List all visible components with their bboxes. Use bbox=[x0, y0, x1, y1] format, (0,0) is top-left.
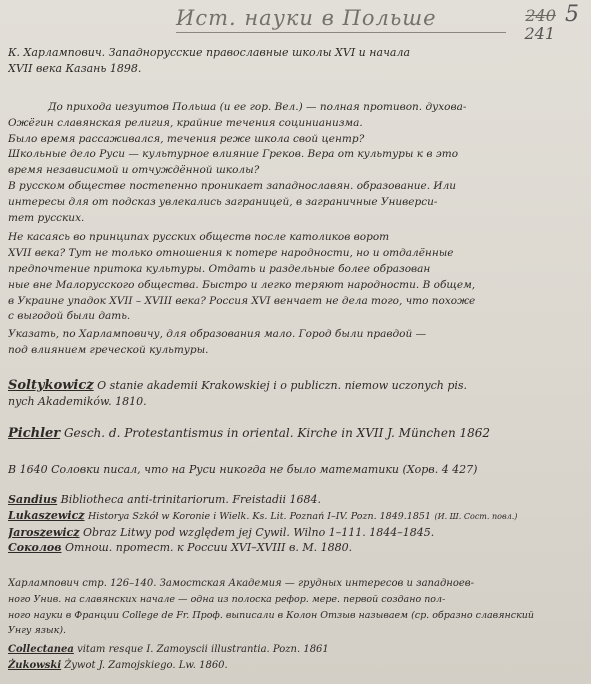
source-line-2: XVII века Казань 1898. bbox=[8, 61, 142, 75]
reference-title: Gesch. d. Protestantismus in oriental. Kirche in XVII J. München 1862 bbox=[63, 426, 491, 440]
source-entry bbox=[8, 508, 584, 525]
reference-author: Pichler bbox=[8, 426, 61, 441]
source-aside: (И. Ш. Сост. повл.) bbox=[434, 511, 518, 521]
sources-list bbox=[8, 492, 584, 556]
note-line: В русском обществе постепенно проникает западнославян. образование. Или bbox=[8, 179, 457, 192]
note-line: ные вне Малорусского общества. Быстро и легко теряют народности. В общем, bbox=[8, 278, 476, 291]
reference-author: Soltykowicz bbox=[8, 378, 94, 393]
note-line: Не касаясь во принципах русских обществ после католиков ворот bbox=[8, 231, 390, 244]
source-entry bbox=[8, 492, 584, 508]
final-ref-author: Collectanea bbox=[8, 644, 74, 655]
source-title: Historya Szkół w Koronie i Wielk. Ks. Lit. Poznań I–IV. Pozn. 1849.1851 bbox=[88, 510, 431, 522]
note-line: предпочтение притока культуры. Отдать и раздельные более образован bbox=[8, 262, 431, 275]
note-line: Указать, по Харламповичу, для образования мало. Город были правдой — bbox=[8, 328, 427, 341]
note-1640-text: В 1640 Соловки писал, что на Руси никогда не было математики (Хорв. 4 427) bbox=[8, 463, 478, 476]
bottom-note-line: ного Унив. на славянских начале — одна из полоска рефор. мере. первой создано пол- bbox=[8, 593, 446, 605]
call-number-main: 5 bbox=[565, 2, 579, 27]
final-ref-title: Żywot J. Zamojskiego. Lw. 1860. bbox=[64, 659, 228, 671]
final-ref-title: vitam resque I. Zamoyscii illustrantia. Pozn. 1861 bbox=[77, 644, 329, 655]
reference-pichler bbox=[8, 426, 584, 442]
source-line-1: К. Харлампович. Западнорусские православные школы XVI и начала bbox=[8, 46, 411, 59]
reference-soltykowicz bbox=[8, 378, 584, 410]
source-author: Соколов bbox=[8, 541, 62, 555]
source-entry bbox=[8, 525, 584, 541]
final-references bbox=[8, 642, 584, 674]
call-number-crossed: 240 bbox=[525, 6, 556, 25]
note-line: в Украине упадок XVII – XVIII века? Россия XVI венчает не дела того, что похоже bbox=[8, 294, 476, 307]
final-ref-entry bbox=[8, 658, 584, 674]
reference-line bbox=[8, 426, 584, 442]
note-line: Школьные дело Руси — культурное влияние Греков. Вера от культуры к в это bbox=[8, 148, 459, 161]
source-author: Jaroszewicz bbox=[8, 525, 80, 539]
header-title-text: Ист. науки в Польше bbox=[176, 6, 437, 30]
reference-line bbox=[8, 378, 584, 394]
reference-title: O stanie akademii Krakowskiej i o publiczn. niemow uczonych pis. bbox=[97, 379, 468, 392]
note-line: под влиянием греческой культуры. bbox=[8, 343, 209, 356]
reference-continuation: nych Akademików. 1810. bbox=[8, 394, 147, 408]
header-rule bbox=[176, 32, 506, 33]
note-1640 bbox=[8, 462, 584, 478]
bottom-note-line: ного науки в Франции College de Fr. Проф. выписали в Колон Отзыв называем (ср. образно славянский bbox=[8, 609, 534, 621]
source-author: Sandius bbox=[8, 493, 58, 506]
bottom-notes bbox=[8, 576, 584, 639]
source-title: Bibliotheca anti-trinitariorum. Freistadii 1684. bbox=[60, 493, 322, 506]
source-title: Отнош. протест. к России XVI–XVIII в. М. 1880. bbox=[65, 541, 353, 555]
final-ref-entry bbox=[8, 642, 584, 658]
bottom-note-line: Харлампович стр. 126–140. Замостская Академия — грудных интересов и западноев- bbox=[8, 578, 475, 589]
source-author: Lukaszewicz bbox=[8, 508, 85, 522]
final-ref-author: Żukowski bbox=[8, 659, 62, 671]
call-number-sub: 241 bbox=[524, 24, 555, 43]
note-line: XVII века? Тут не только отношения к потере народности, но и отдалённые bbox=[8, 247, 454, 260]
note-line: с выгодой были дать. bbox=[8, 310, 131, 323]
notes-block bbox=[8, 100, 584, 359]
note-line: время независимой и отчуждённой школы? bbox=[8, 164, 260, 177]
note-line: До прихода иезуитов Польша (и ее гор. Вел.) — полная противоп. духова- bbox=[48, 101, 467, 113]
call-number bbox=[513, 2, 579, 43]
note-line: Было время рассаживался, течения реже школа свой центр? bbox=[8, 132, 365, 145]
note-line: тет русских. bbox=[8, 211, 85, 224]
note-line: Ожёгин славянская религия, крайние течения социнианизма. bbox=[8, 116, 363, 129]
source-citation bbox=[8, 45, 584, 77]
note-line: интересы для от подсказ увлекались заграницей, в заграничные Универси- bbox=[8, 195, 438, 208]
header-title bbox=[176, 6, 506, 30]
source-title: Obraz Litwy pod względem jej Cywil. Wilno 1–111. 1844–1845. bbox=[83, 525, 435, 539]
source-entry bbox=[8, 540, 584, 556]
bottom-note-line: Унгу язык). bbox=[8, 625, 67, 637]
